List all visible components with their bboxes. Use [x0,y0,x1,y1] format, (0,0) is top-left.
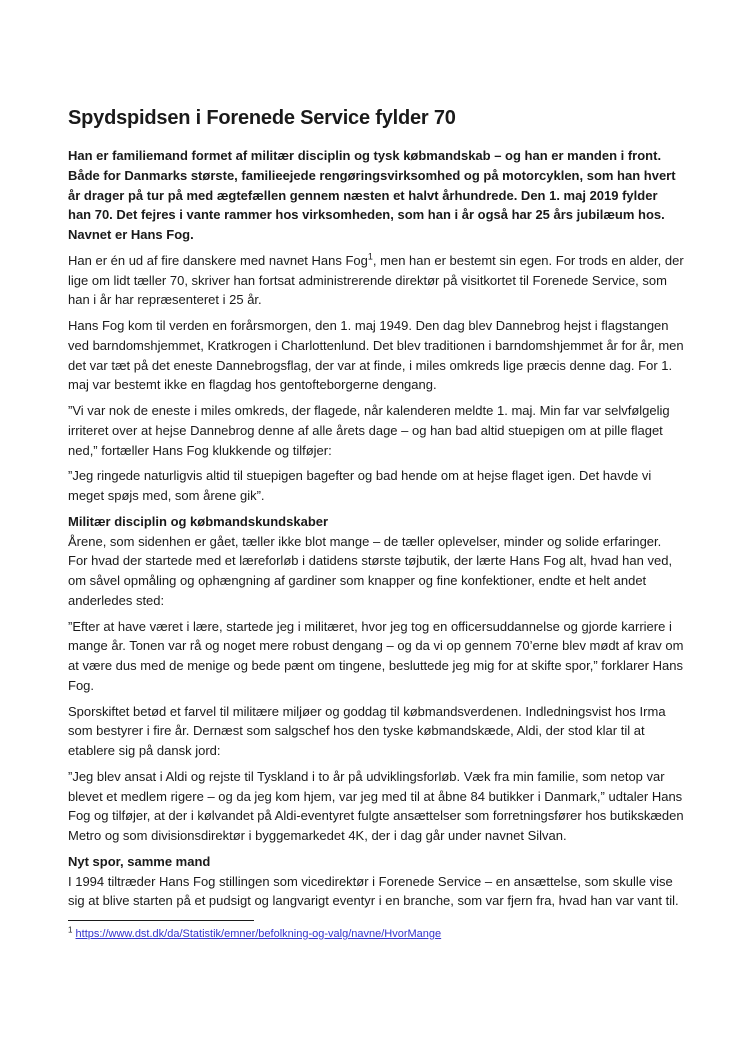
page-title: Spydspidsen i Forenede Service fylder 70 [68,107,456,129]
section-heading-military: Militær disciplin og købmandskundskaber [68,513,329,529]
paragraph-text: , men han er bestemt sin egen. For trods en alder, der lige om lidt tæller 70, skriver han fortsat administrerende direktør på visitkortet til Forenede Service, som han i år har repræsenteret i 25 år. [68,252,684,308]
paragraph-birth-story: Hans Fog kom til verden en forårsmorgen, den 1. maj 1949. Den dag blev Dannebrog hejst i flagstangen ved barndomshjemmet, Kratkrogen i Charlottenlund. Det blev traditionen i barndomshjemmet år for år, men det var tæt på det eneste Dannebrogsflag, der var at finde, i miles omkreds lige præcis denne dag. For 1. maj var bestemt ikke en flagdag hos gentofteborgerne dengang. [68,318,684,393]
paragraph-quote-flag: ”Vi var nok de eneste i miles omkreds, der flagede, når kalenderen meldte 1. maj. Min far var selvfølgelig irriteret over at hejse Dannebrog denne af alle årets dage – og han bad altid stuepigen om at pille flaget ned,” fortæller Hans Fog klukkende og tilføjer: [68,403,670,458]
paragraph-1994: I 1994 tiltræder Hans Fog stillingen som vicedirektør i Forenede Service – en ansættelse, som skulle vise sig at blive starten på et pudsigt og langvarigt eventyr i en branche, som var fjern fra, hvad han var vant til. [68,873,679,909]
paragraph-career-change: Sporskiftet betød et farvel til militære miljøer og goddag til købmandsverdenen. Indledningsvist hos Irma som bestyrer i fire år. Dernæst som salgschef hos den tyske købmandskæde, Aldi, der stod klar til at etablere sig på dansk jord: [68,703,666,758]
article-body [68,106,684,917]
footnote-reference-marker: 1 [367,251,373,262]
paragraph-with-footnote-ref [68,251,684,310]
paragraph-quote-military: ”Efter at have været i lære, startede jeg i militæret, hvor jeg tog en officersuddannelse og gjorde karriere i mange år. Tonen var rå og noget mere robust dengang – og da vi op gennem 70’erne blev mødt af krav om at være dus med de menige og bede pænt om tingene, besluttede jeg mig for at skifte spor,” forklarer Hans Fog. [68,618,684,693]
footnote-area [68,920,684,942]
footnote-separator-line [68,920,254,921]
paragraph-quote-aldi: ”Jeg blev ansat i Aldi og rejste til Tyskland i to år på udviklingsforløb. Væk fra min familie, som netop var blevet et medlem rigere – og da jeg kom hjem, var jeg med til at åbne 84 butikker i Danmark,” udtaler Hans Fog og tilføjer, at der i kølvandet på Aldi-eventyret fulgte ansættelser som forretningsfører hos butikskæden Metro og som divisionsdirektør i byggemarkedet 4K, der i dag går under navnet Silvan. [68,768,684,843]
paragraph-text: Han er én ud af fire danskere med navnet Hans Fog [68,252,368,268]
paragraph-years: Årene, som sidenhen er gået, tæller ikke blot mange – de tæller oplevelser, minder og solide erfaringer. For hvad der startede med et læreforløb i datidens største tøjbutik, der lærte Hans Fog alt, hvad han ved, om såvel opmåling og ophængning af gardiner som knapper og fine konfektioner, endte et helt andet anderledes sted: [68,533,673,608]
footnote-marker: 1 [68,925,73,935]
lead-paragraph: Han er familiemand formet af militær disciplin og tysk købmandskab – og han er manden i front. Både for Danmarks største, familieejede rengøringsvirksomhed og på motorcyklen, som han hvert år drager på tur på med ægtefællen gennem næsten et halvt århundrede. Den 1. maj 2019 fylder han 70. Det fejres i vante rammer hos virksomheden, som han i år også har 25 års jubilæum hos. Navnet er Hans Fog. [68,148,676,242]
footnote [68,927,684,942]
paragraph-quote-maid: ”Jeg ringede naturligvis altid til stuepigen bagefter og bad hende om at hejse flaget igen. Det havde vi meget spøjs med, som årene gik”. [68,468,652,503]
footnote-link[interactable]: https://www.dst.dk/da/Statistik/emner/befolkning-og-valg/navne/HvorMange [75,928,442,940]
section-heading-new-track: Nyt spor, samme mand [68,853,211,869]
